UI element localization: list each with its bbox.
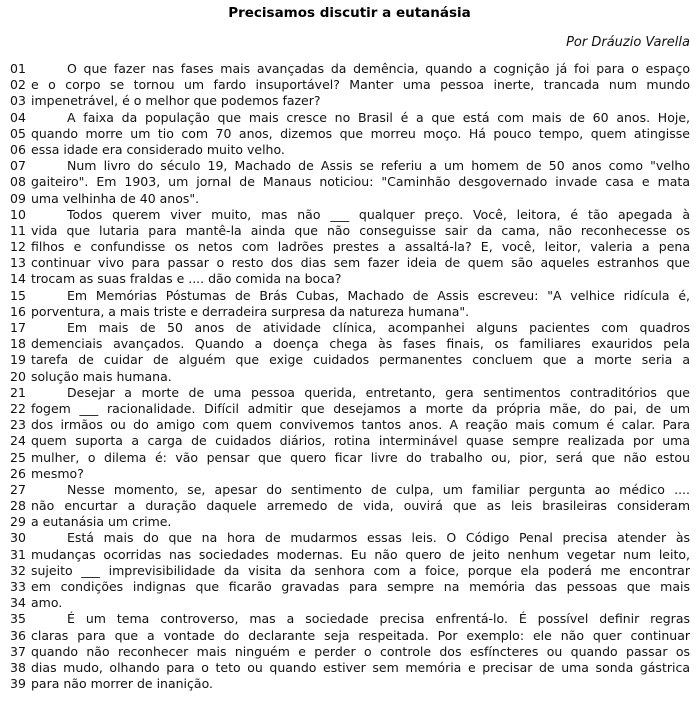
- text-line: [0, 110, 699, 126]
- line-text: Num livro do século 19, Machado de Assis se referiu a um homem de 50 anos como "velho: [67, 158, 690, 174]
- line-number: 36: [10, 627, 26, 643]
- text-line: [0, 207, 699, 223]
- text-line: [0, 93, 699, 109]
- line-text: mulher, o dilema é: vão pensar que quero ficar livre do trabalho ou, pior, será que não estou: [31, 449, 690, 465]
- line-text: sujeito ___ imprevisibilidade da visita da senhora com a foice, porque ela poderá me encontrar: [31, 562, 690, 578]
- line-number: 31: [10, 546, 26, 562]
- text-line: [0, 450, 699, 466]
- line-text: A faixa da população que mais cresce no Brasil é a que está com mais de 60 anos. Hoje,: [67, 109, 690, 125]
- line-number: 27: [10, 481, 26, 497]
- text-line: [0, 417, 699, 433]
- line-text: É um tema controverso, mas a sociedade precisa enfrentá-lo. É possível definir regras: [67, 611, 690, 627]
- line-text: solução mais humana.: [31, 368, 172, 384]
- line-number: 02: [10, 77, 26, 93]
- text-line: [0, 660, 699, 676]
- line-number: 21: [10, 384, 26, 400]
- text-line: [0, 498, 699, 514]
- line-text: dias mudo, olhando para o teto ou quando estiver sem memória e precisar de uma sonda gástrica: [31, 659, 690, 675]
- text-line: [0, 288, 699, 304]
- line-text: gaiteiro". Em 1903, um jornal de Manaus noticiou: "Caminhão desgovernado invade casa e mata: [31, 174, 690, 190]
- page-title: Precisamos discutir a eutanásia: [228, 5, 471, 21]
- line-text: trocam as suas fraldas e .... dão comida na boca?: [31, 271, 342, 287]
- line-number: 07: [10, 158, 26, 174]
- line-number: 38: [10, 659, 26, 675]
- line-text: Nesse momento, se, apesar do sentimento de culpa, um familiar pergunta ao médico ....: [67, 481, 690, 497]
- text-line: [0, 271, 699, 287]
- text-line: [0, 644, 699, 660]
- text-line: [0, 174, 699, 190]
- line-number: 30: [10, 530, 26, 546]
- line-number: 22: [10, 400, 26, 416]
- line-number: 26: [10, 465, 26, 481]
- line-text: O que fazer nas fases mais avançadas da demência, quando a cognição já foi para o espaço: [67, 61, 690, 76]
- line-number: 34: [10, 595, 26, 611]
- text-line: [0, 320, 699, 336]
- line-number: 37: [10, 643, 26, 659]
- line-text: quando morre um tio com 70 anos, dizemos que morreu moço. Há pouco tempo, quem atingisse: [31, 125, 690, 141]
- line-number: 25: [10, 449, 26, 465]
- line-number: 24: [10, 433, 26, 449]
- text-line: [0, 547, 699, 563]
- line-text: quem suporta a carga de cuidados diários, rotina interminável quase sempre realizada por uma: [31, 433, 690, 449]
- line-text: filhos e confundisse os netos com ladrões prestes a assaltá-la? E, você, leitor, valeria a pena: [31, 239, 690, 255]
- line-text: em condições indignas que ficarão gravadas para sempre na memória das pessoas que mais: [31, 579, 690, 594]
- line-number: 01: [10, 61, 26, 76]
- line-text: claras para que a vontade do declarante seja respeitada. Por exemplo: ele não quer continuar: [31, 627, 690, 643]
- text-line: [0, 466, 699, 482]
- line-text: Todos querem viver muito, mas não ___ qualquer preço. Você, leitora, é tão apegada à: [67, 206, 690, 222]
- text-line: [0, 369, 699, 385]
- line-text: uma velhinha de 40 anos".: [31, 190, 200, 206]
- line-number: 18: [10, 336, 26, 352]
- text-line: [0, 579, 699, 595]
- line-number: 04: [10, 109, 26, 125]
- line-number: 32: [10, 562, 26, 578]
- text-line: [0, 514, 699, 530]
- text-line: [0, 304, 699, 320]
- line-number: 20: [10, 368, 26, 384]
- line-number: 10: [10, 206, 26, 222]
- line-number: 29: [10, 514, 26, 530]
- line-number: 15: [10, 287, 26, 303]
- line-text: Em mais de 50 anos de atividade clínica, acompanhei alguns pacientes com quadros: [67, 320, 690, 335]
- line-number: 05: [10, 125, 26, 141]
- text-line: [0, 676, 699, 692]
- text-line: [0, 385, 699, 401]
- line-text: dos irmãos ou do amigo com quem convivemos tantos anos. A reação mais comum é calar. Para: [31, 417, 690, 433]
- line-text: não encurtar a duração daquele arremedo de vida, ouvirá que as leis brasileiras consideram: [31, 498, 690, 514]
- line-number: 19: [10, 352, 26, 368]
- line-number: 09: [10, 190, 26, 206]
- text-line: [0, 191, 699, 207]
- line-number: 39: [10, 676, 26, 692]
- text-line: [0, 142, 699, 158]
- text-line: [0, 611, 699, 627]
- text-line: [0, 158, 699, 174]
- text-line: [0, 336, 699, 352]
- line-number: 28: [10, 498, 26, 514]
- line-text: Desejar a morte de uma pessoa querida, entretanto, gera sentimentos contraditórios que: [67, 384, 690, 400]
- line-text: demenciais avançados. Quando a doença chega às fases finais, os familiares exauridos pela: [31, 336, 690, 352]
- text-line: [0, 255, 699, 271]
- line-text: vida que lutaria para mantê-la ainda que não conseguisse sair da cama, não reconhecesse os: [31, 222, 690, 238]
- text-line: [0, 223, 699, 239]
- line-number: 08: [10, 174, 26, 190]
- line-text: tarefa de cuidar de alguém que exige cuidados permanentes concluem que a morte seria a: [31, 352, 690, 368]
- line-text: mudanças ocorridas nas sociedades modernas. Eu não quero de jeito nenhum vegetar num leito,: [31, 546, 690, 562]
- line-number: 23: [10, 417, 26, 433]
- line-text: Em Memórias Póstumas de Brás Cubas, Machado de Assis escreveu: "A velhice ridícula é,: [67, 287, 690, 303]
- line-text: impenetrável, é o melhor que podemos fazer?: [31, 93, 321, 109]
- line-text: amo.: [31, 595, 63, 611]
- line-text: quando não reconhecer mais ninguém e perder o controle dos esfíncteres ou quando passar os: [31, 643, 690, 659]
- line-number: 17: [10, 320, 26, 335]
- line-number: 16: [10, 303, 26, 319]
- text-line: [0, 61, 699, 77]
- text-line: [0, 126, 699, 142]
- text-line: [0, 401, 699, 417]
- author-byline: Por Dráuzio Varella: [566, 35, 690, 50]
- text-line: [0, 77, 699, 93]
- line-number: 35: [10, 611, 26, 627]
- text-line: [0, 530, 699, 546]
- text-line: [0, 628, 699, 644]
- line-number: 13: [10, 255, 26, 271]
- line-number: 11: [10, 222, 26, 238]
- text-line: [0, 482, 699, 498]
- line-text: para não morrer de inanição.: [31, 676, 213, 692]
- text-lines: [0, 61, 699, 692]
- line-number: 03: [10, 93, 26, 109]
- text-line: [0, 595, 699, 611]
- line-text: Está mais do que na hora de mudarmos essas leis. O Código Penal precisa atender às: [67, 530, 690, 546]
- line-number: 14: [10, 271, 26, 287]
- line-text: e o corpo se tornou um fardo insuportável? Manter uma pessoa inerte, trancada num mundo: [31, 77, 690, 93]
- text-line: [0, 352, 699, 368]
- line-text: porventura, a mais triste e derradeira surpresa da natureza humana".: [31, 303, 470, 319]
- line-text: essa idade era considerado muito velho.: [31, 141, 285, 157]
- line-text: continuar vivo para passar o resto dos dias sem fazer ideia de quem são aqueles estranhos que: [31, 255, 690, 271]
- line-text: mesmo?: [31, 465, 84, 481]
- text-line: [0, 563, 699, 579]
- line-number: 06: [10, 141, 26, 157]
- line-number: 33: [10, 579, 26, 594]
- line-number: 12: [10, 239, 26, 255]
- text-line: [0, 239, 699, 255]
- line-text: a eutanásia um crime.: [31, 514, 172, 530]
- text-line: [0, 433, 699, 449]
- line-text: fogem ___ racionalidade. Difícil admitir que desejamos a morte da própria mãe, do pai, de um: [31, 400, 690, 416]
